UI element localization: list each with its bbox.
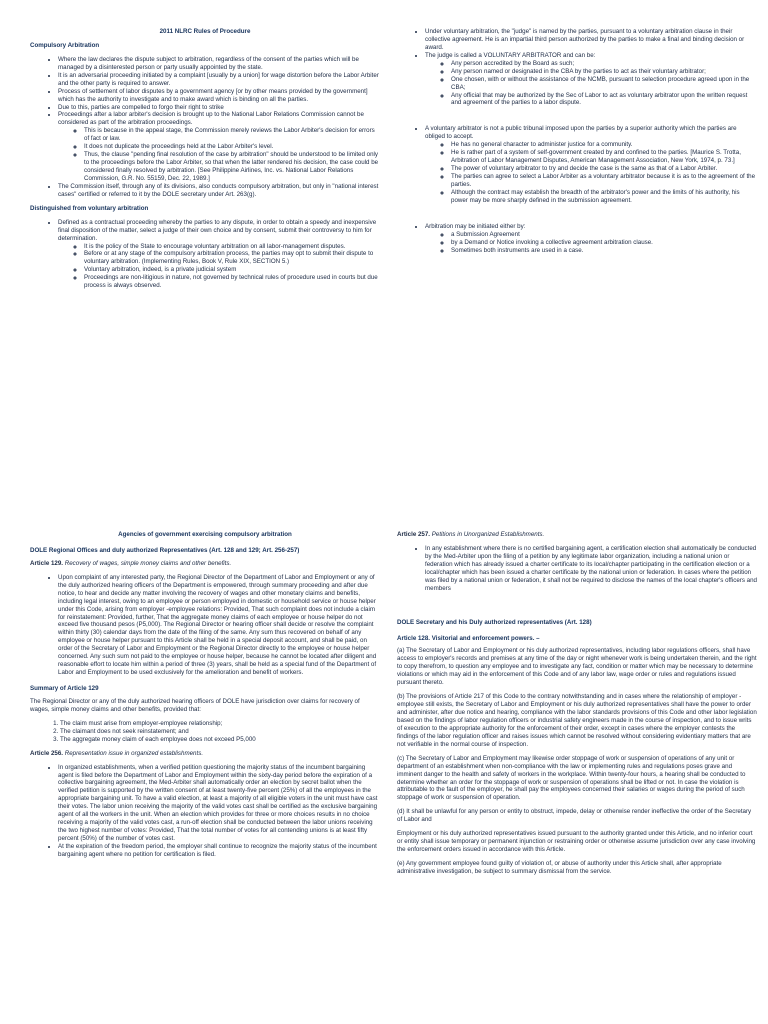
list-item: • Upon complaint of any interested party, the Regional Director of the Department of Labor and Employment or any of the duly authorized hearing officers of the Department is empowered, through summary proceeding and after due notice, to hear and decide any matter involving the recovery of wages and other monetary claims and benefits, including legal interest, owing to an employee or person employed in domestic or household service or house helper under this Code, arising from employer -employee relations: Provided, That such complaint does not include a claim for reinstatement: Provided, further, That the aggregate money claims of each employee or house helper do not exceed five thousand pesos (P5,000). The Regional Director or hearing officer shall decide or resolve the complaint within thirty (30) calendar days from the date of the filing of the same. Any sum thus recovered on behalf of any employee or house helper pursuant to this Article shall be held in a special deposit account, and shall be paid, on order of the Secretary of Labor and Employment or the Regional Director directly to the employee or house helper concerned. Any such sum not paid to the employee or house helper, because he cannot be located after diligent and reasonable effort to locate him within a period of three (3) years, shall be held as a special fund of the Department of Labor and Employment to be used exclusively for the amelioration and benefit of workers.	[58, 574, 380, 677]
voluntary-arbitrator-list	[397, 28, 757, 107]
list-item: • In organized establishments, when a verified petition questioning the majority status of the incumbent bargaining agent is filed before the Department of Labor and Employment within the sixty-day period before the expiration of a collective bargaining agreement, the Med-Arbiter shall automatically order an election by secret ballot when the verified petition is supported by the written consent of at least twenty-five percent (25%) of all the employees in the appropriate bargaining unit. To have a valid election, at least a majority of all eligible voters in the unit must have cast their votes. The labor union receiving the majority of the valid votes cast shall be certified as the exclusive bargaining agent of all the workers in the unit. When an election which provides for three or more choices results in no choice receiving a majority of the valid votes cast, a run-off election shall be conducted between the labor unions receiving the two highest number of votes: Provided, That the total number of votes for all contending unions is at least fifty percent (50%) of the number of votes cast.	[58, 764, 380, 843]
list-item: • Where the law declares the dispute subject to arbitration, regardless of the consent of the parties which will be managed by a disinterested person or party usually appointed by the state.	[58, 56, 380, 72]
sub-list-item: ◦ One chosen, with or without the assistance of the NCMB, pursuant to selection procedure agreed upon in the CBA;	[451, 76, 757, 92]
compulsory-arbitration-list	[30, 56, 380, 199]
list-item: • The Commission itself, through any of its divisions, also conducts compulsory arbitration, but only in "national interest cases" certified or referred to it by the DOLE secretary under Art. 263(g).	[58, 183, 380, 199]
sub-list-item: ◦ Any person named or designated in the CBA by the parties to act as their voluntary arbitrator;	[451, 68, 757, 76]
arbitration-initiation-list	[397, 223, 757, 255]
sub-list-item: ◦ Proceedings are non-litigious in nature, not governed by technical rules of procedure used in courts but due process is always observed.	[84, 274, 380, 290]
article-label: Article 129.	[30, 559, 64, 567]
page-2	[0, 516, 768, 1024]
article-256-list	[30, 764, 380, 859]
spacer	[397, 211, 757, 223]
paragraph: (e) Any government employee found guilty of violation of, or abuse of authority under this Article shall, after appropriate administrative investigation, be subject to summary dismissal from the service.	[397, 860, 722, 875]
list-item: • Due to this, parties are compelled to forgo their right to strike	[58, 104, 380, 112]
list-item-text: Proceedings after a labor arbiter's decision is brought up to the National Labor Relations Commission cannot be considered as part of the arbitration proceedings.	[58, 111, 364, 127]
list-item	[58, 219, 380, 290]
article-label: Article 257.	[397, 531, 431, 538]
list-item	[425, 125, 757, 204]
document-title: 2011 NLRC Rules of Procedure	[159, 28, 251, 35]
sub-list-item: ◦ It does not duplicate the proceedings held at the Labor Arbiter's level.	[84, 143, 380, 151]
article-title: Recovery of wages, simple money claims and other benefits.	[64, 559, 232, 567]
page-2-left-column	[30, 516, 380, 1024]
sub-list	[425, 60, 757, 108]
article-256-heading	[30, 750, 380, 758]
sub-list-item: ◦ Sometimes both instruments are used in a case.	[451, 247, 757, 255]
sub-list	[58, 243, 380, 291]
page-1-left-column	[30, 0, 380, 508]
public-tribunal-list	[397, 125, 757, 204]
summary-paragraph: The Regional Director or any of the duly authorized hearing officers of DOLE have jurisdiction over claims for recovery of wages, simple money claims and other benefits, provided that:	[30, 697, 360, 713]
section-title: Agencies of government exercising compulsory arbitration	[118, 531, 292, 538]
sub-list	[58, 127, 380, 183]
sub-list-item: ◦ Any official that may be authorized by the Sec of Labor to act as voluntary arbitrator upon the written request and agreement of the parties to a labor dispute.	[451, 92, 757, 108]
sub-list-item: ◦ This is because in the appeal stage, the Commission merely reviews the Labor Arbiter's decision for errors of fact or law.	[84, 127, 380, 143]
page-2-right-column	[397, 516, 757, 1024]
list-item	[425, 52, 757, 108]
list-item-text: A voluntary arbitrator is not a public tribunal imposed upon the parties by a superior authority which the parties are obliged to accept.	[425, 125, 737, 141]
article-title: Petitions in Unorganized Establishments.	[431, 531, 545, 538]
list-item: • At the expiration of the freedom period, the employer shall continue to recognize the majority status of the incumbent bargaining agent where no petition for certification is filed.	[58, 843, 380, 859]
sub-list-item: ◦ He is rather part of a system of self-government created by and confined to the parties. [Maurice S. Trotta, Arbitration of Labor Management Disputes, American Management Association, New York, 1974, p. 73.]	[451, 149, 757, 165]
list-item-text: The judge is called a VOLUNTARY ARBITRATOR and can be:	[425, 51, 596, 59]
heading-distinguished-from-voluntary: Distinguished from voluntary arbitration	[30, 204, 149, 212]
list-item: • It is an adversarial proceeding initiated by a complaint [usually by a union] for wage distortion before the Labor Arbiter and the other party is required to answer.	[58, 72, 380, 88]
voluntary-arbitration-list	[30, 219, 380, 290]
heading-dole-regional-offices: DOLE Regional Offices and duly authorized Representatives (Art. 128 and 129; Art. 256-257)	[30, 546, 300, 554]
spacer	[397, 599, 757, 611]
sub-list-item: ◦ He has no general character to administer justice for a community.	[451, 141, 757, 149]
sub-list-item: ◦ Before or at any stage of the compulsory arbitration process, the parties may opt to submit their dispute to voluntary arbitration. (Implementing Rules, Book V, Rule XIX, SECTION 5.)	[84, 250, 380, 266]
sub-list-item: ◦ The parties can agree to select a Labor Arbiter as a voluntary arbitrator because it is as to the agreement of the parties.	[451, 173, 757, 189]
sub-list	[425, 231, 757, 255]
list-item-text: Arbitration may be initiated either by:	[425, 222, 526, 230]
spacer	[397, 113, 757, 125]
summary-conditions-list	[30, 720, 380, 744]
sub-list-item: ◦ Thus, the clause "pending final resolution of the case by arbitration" should be understood to be limited only to the proceedings before the Labor Arbiter, so that when the latter rendered his decision, the case could be considered finally resolved by arbitration. [See Philippine Airlines, Inc. vs. National Labor Relations Commission, G.R. No. 55159, Dec. 22, 1989.]	[84, 151, 380, 183]
paragraph: (c) The Secretary of Labor and Employment may likewise order stoppage of work or suspension of operations of any unit or department of an establishment when non-compliance with the law or implementing rules and regulations poses grave and imminent danger to the health and safety of workers in the workplace. Within twenty-four hours, a hearing shall be conducted to determine whether an order for the stoppage of work or suspension of operations shall be lifted or not. In case the violation is attributable to the fault of the employer, he shall pay the employees concerned their salaries or wages during the period of such stoppage of work or suspension of operation.	[397, 754, 746, 802]
list-item: 1. The claim must arise from employer-employee relationship;	[60, 720, 380, 728]
sub-list-item: ◦ a Submission Agreement	[451, 231, 757, 239]
paragraph: (b) The provisions of Article 217 of this Code to the contrary notwithstanding and in cases where the relationship of employer -employee still exists, the Secretary of Labor and Employment or his duly authorized representatives shall have the power to order and administer, after due notice and hearing, compliance with the labor standards provisions of this Code and other labor legislation based on the findings of labor regulation officers or industrial safety engineers made in the course of inspection, and to issue writs of execution to the appropriate authority for the enforcement of their order, except in cases where the employer contests the findings of the labor regulation officer and raises issues which cannot be resolved without considering evidentiary matters that are not verifiable in the normal course of inspection.	[397, 693, 757, 748]
sub-list-item: ◦ Any person accredited by the Board as such;	[451, 60, 757, 68]
paragraph: (d) It shall be unlawful for any person or entity to obstruct, impede, delay or otherwise render ineffective the order of the Secretary of Labor and	[397, 808, 752, 824]
article-129-list	[30, 574, 380, 677]
article-label: Article 256.	[30, 749, 64, 757]
sub-list-item: ◦ It is the policy of the State to encourage voluntary arbitration on all labor-management disputes.	[84, 243, 380, 251]
heading-dole-secretary: DOLE Secretary and his Duly authorized representatives (Art. 128)	[397, 618, 592, 626]
sub-list-item: ◦ Although the contract may establish the breadth of the arbitrator's power and the limits of his authority, his power may be more sharply defined in the submission agreement.	[451, 189, 757, 205]
list-item: 3. The aggregate money claim of each employee does not exceed P5,000	[60, 736, 380, 744]
paragraph: Employment or his duly authorized representatives issued pursuant to the authority granted under this Article, and no inferior court or entity shall issue temporary or permanent injunction or restraining order or otherwise assume jurisdiction over any case involving the enforcement orders issued in accordance with this Article.	[397, 830, 756, 854]
heading-summary-article-129: Summary of Article 129	[30, 685, 99, 692]
article-128-heading: Article 128. Visitorial and enforcement powers. –	[397, 634, 540, 642]
article-257-heading	[397, 531, 757, 539]
list-item: • Process of settlement of labor disputes by a government agency [or by other means provided by the government] which has the authority to investigate and to make award which is binding on all the parties.	[58, 88, 380, 104]
heading-compulsory-arbitration: Compulsory Arbitration	[30, 41, 100, 49]
list-item-text: Defined as a contractual proceeding whereby the parties to any dispute, in order to obtain a speedy and inexpensive final disposition of the matter, select a judge of their own choice and by consent, submit their controversy to him for determination.	[58, 218, 377, 242]
list-item: 2. The claimant does not seek reinstatement; and	[60, 728, 380, 736]
sub-list-item: ◦ The power of voluntary arbitrator to try and decide the case is the same as that of a Labor Arbiter.	[451, 165, 757, 173]
article-title: Representation issue in organized establishments.	[64, 749, 204, 757]
list-item: • Under voluntary arbitration, the "judge" is named by the parties, pursuant to a voluntary arbitration clause in their collective agreement. He is an impartial third person authorized by the parties to make a final and binding decision or award.	[425, 28, 757, 52]
list-item: • In any establishment where there is no certified bargaining agent, a certification election shall automatically be conducted by the Med-Arbiter upon the filing of a petition by any legitimate labor organization, including a national union or federation which has already issued a charter certificate to its local/chapter participating in the certification election or a local/chapter which has been issued a charter certificate by the national union or federation. In cases where the petition was filed by a national union or federation, it shall not be required to disclose the names of the local chapter's officers and members	[425, 545, 757, 593]
page-1-right-column	[397, 0, 757, 508]
page-1	[0, 0, 768, 508]
list-item	[425, 223, 757, 255]
article-257-list	[397, 545, 757, 593]
paragraph: (a) The Secretary of Labor and Employment or his duly authorized representatives, including labor regulations officers, shall have access to employer's records and premises at any time of the day or night whenever work is being undertaken therein, and the right to copy therefrom, to question any employee and to investigate any fact, condition or matter which may be necessary to determine violations or which may aid in the enforcement of this Code and of any labor law, wage order or rules and regulations issued pursuant thereto.	[397, 647, 757, 687]
list-item	[58, 111, 380, 182]
sub-list-item: ◦ by a Demand or Notice invoking a collective agreement arbitration clause.	[451, 239, 757, 247]
sub-list-item: ◦ Voluntary arbitration, indeed, is a private judicial system	[84, 266, 380, 274]
article-129-heading	[30, 560, 380, 568]
sub-list	[425, 141, 757, 205]
